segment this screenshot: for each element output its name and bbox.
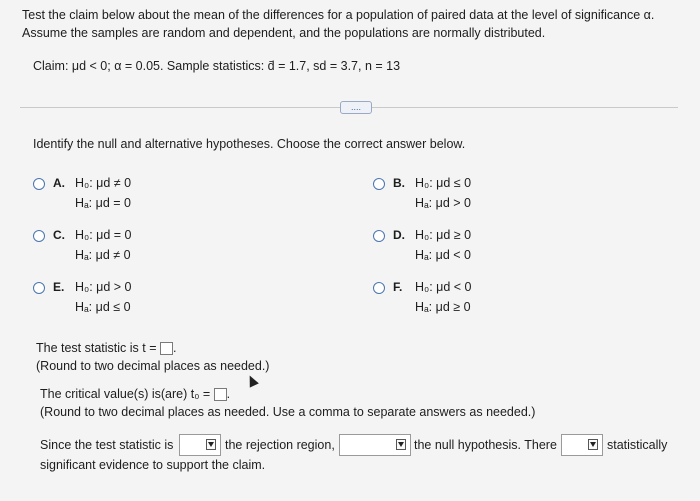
option-a-ha: Hₐ: μd = 0	[75, 196, 131, 210]
option-d-letter: D.	[393, 228, 405, 242]
evidence-dropdown[interactable]	[561, 434, 603, 456]
more-button[interactable]: ....	[340, 101, 372, 114]
radio-f[interactable]	[373, 282, 385, 294]
option-c-ha: Hₐ: μd ≠ 0	[75, 248, 131, 262]
test-stat-row: The test statistic is t = .	[36, 341, 177, 355]
option-c-letter: C.	[53, 228, 65, 242]
option-f-h0: H₀: μd < 0	[415, 280, 472, 294]
question-text: Identify the null and alternative hypotheses. Choose the correct answer below.	[33, 137, 466, 151]
dropdown-arrow-icon	[396, 439, 406, 450]
radio-e[interactable]	[33, 282, 45, 294]
option-d-h0: H₀: μd ≥ 0	[415, 228, 472, 242]
option-d-ha: Hₐ: μd < 0	[415, 248, 471, 262]
conclusion-part1: Since the test statistic is	[40, 438, 174, 452]
option-e-h0: H₀: μd > 0	[75, 280, 132, 294]
critical-note: (Round to two decimal places as needed. Use a comma to separate answers as needed.)	[40, 405, 536, 419]
critical-label: The critical value(s) is(are) t₀ =	[40, 387, 211, 401]
option-f-letter: F.	[393, 280, 403, 294]
option-a-h0: H₀: μd ≠ 0	[75, 176, 132, 190]
radio-c[interactable]	[33, 230, 45, 242]
test-stat-location-dropdown[interactable]	[179, 434, 221, 456]
radio-a[interactable]	[33, 178, 45, 190]
option-b-letter: B.	[393, 176, 405, 190]
problem-line-1: Test the claim below about the mean of the differences for a population of paired data at the level of significance α.	[22, 8, 655, 22]
dropdown-arrow-icon	[206, 439, 216, 450]
mouse-cursor-icon	[245, 373, 259, 387]
critical-value-input[interactable]	[214, 388, 227, 401]
test-stat-input[interactable]	[160, 342, 173, 355]
test-stat-note: (Round to two decimal places as needed.)	[36, 359, 270, 373]
conclusion-part3: the null hypothesis. There	[414, 438, 557, 452]
option-b-h0: H₀: μd ≤ 0	[415, 176, 472, 190]
option-a-letter: A.	[53, 176, 65, 190]
option-c-h0: H₀: μd = 0	[75, 228, 132, 242]
test-stat-label: The test statistic is t =	[36, 341, 157, 355]
problem-line-2: Assume the samples are random and dependent, and the populations are normally distributed.	[22, 26, 546, 40]
radio-d[interactable]	[373, 230, 385, 242]
dropdown-arrow-icon	[588, 439, 598, 450]
option-e-ha: Hₐ: μd ≤ 0	[75, 300, 131, 314]
radio-b[interactable]	[373, 178, 385, 190]
decision-dropdown[interactable]	[339, 434, 411, 456]
option-b-ha: Hₐ: μd > 0	[415, 196, 471, 210]
option-e-letter: E.	[53, 280, 65, 294]
conclusion-part2: the rejection region,	[225, 438, 335, 452]
conclusion-part4: statistically	[607, 438, 668, 452]
claim-text: Claim: μd < 0; α = 0.05. Sample statistics: d̄ = 1.7, sd = 3.7, n = 13	[33, 59, 401, 73]
critical-row: The critical value(s) is(are) t₀ = .	[40, 387, 231, 401]
option-f-ha: Hₐ: μd ≥ 0	[415, 300, 471, 314]
conclusion-part5: significant evidence to support the claim.	[40, 458, 266, 472]
